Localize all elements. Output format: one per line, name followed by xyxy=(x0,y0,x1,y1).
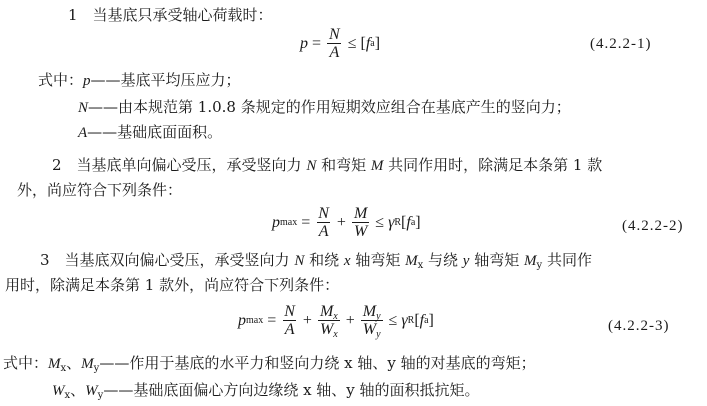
item-3-line-2: 用时，除满足本条第 1 款外，尚应符合下列条件： xyxy=(5,276,340,294)
definition-Mx-My: 式中：$M_x$、$M_y——$作用于基底的水平力和竖向力绕 x 轴、y 轴的对基底的弯矩； xyxy=(3,354,536,374)
item-3-line-1: 3 当基底双向偏心受压，承受竖向力 N 和绕 x 轴弯矩 $M_x$ 与绕 y 轴弯矩 $M_y$ 共同作 xyxy=(40,251,592,271)
definition-Wx-Wy: $W_x$、$W_y——$基础底面偏心方向边缘绕 x 轴、y 轴的面积抵抗矩。 xyxy=(52,381,480,401)
equation-4-2-2-3: p max = $\frac{N}{A}$ + $\frac{M_x}{W_x}$ + $\frac{M_y}{W_y}$ ≤ γ R [ f a ] xyxy=(238,303,434,340)
equation-number-1: (4.2.2-1) xyxy=(590,36,652,52)
equation-number-2: (4.2.2-2) xyxy=(622,218,684,234)
equation-4-2-2-1: p = $\frac{N}{A}$ ≤ [ f a ] xyxy=(300,26,381,61)
definition-N: N——由本规范第 1.0.8 条规定的作用短期效应组合在基底产生的竖向力； xyxy=(78,98,571,116)
definition-p: 式中：p——基底平均压应力； xyxy=(38,71,241,89)
item-1-heading: 1 当基底只承受轴心荷载时： xyxy=(68,6,273,24)
item-2-line-2: 外，尚应符合下列条件： xyxy=(17,181,183,199)
definition-A: A——基础底面面积。 xyxy=(78,123,223,141)
equation-4-2-2-2: p max = $\frac{N}{A}$ + $\frac{M}{W}$ ≤ γ R [ f a ] xyxy=(272,205,421,240)
item-2-line-1: 2 当基底单向偏心受压，承受竖向力 N 和弯矩 M 共同作用时，除满足本条第 1 款 xyxy=(52,156,603,174)
equation-number-3: (4.2.2-3) xyxy=(608,318,670,334)
